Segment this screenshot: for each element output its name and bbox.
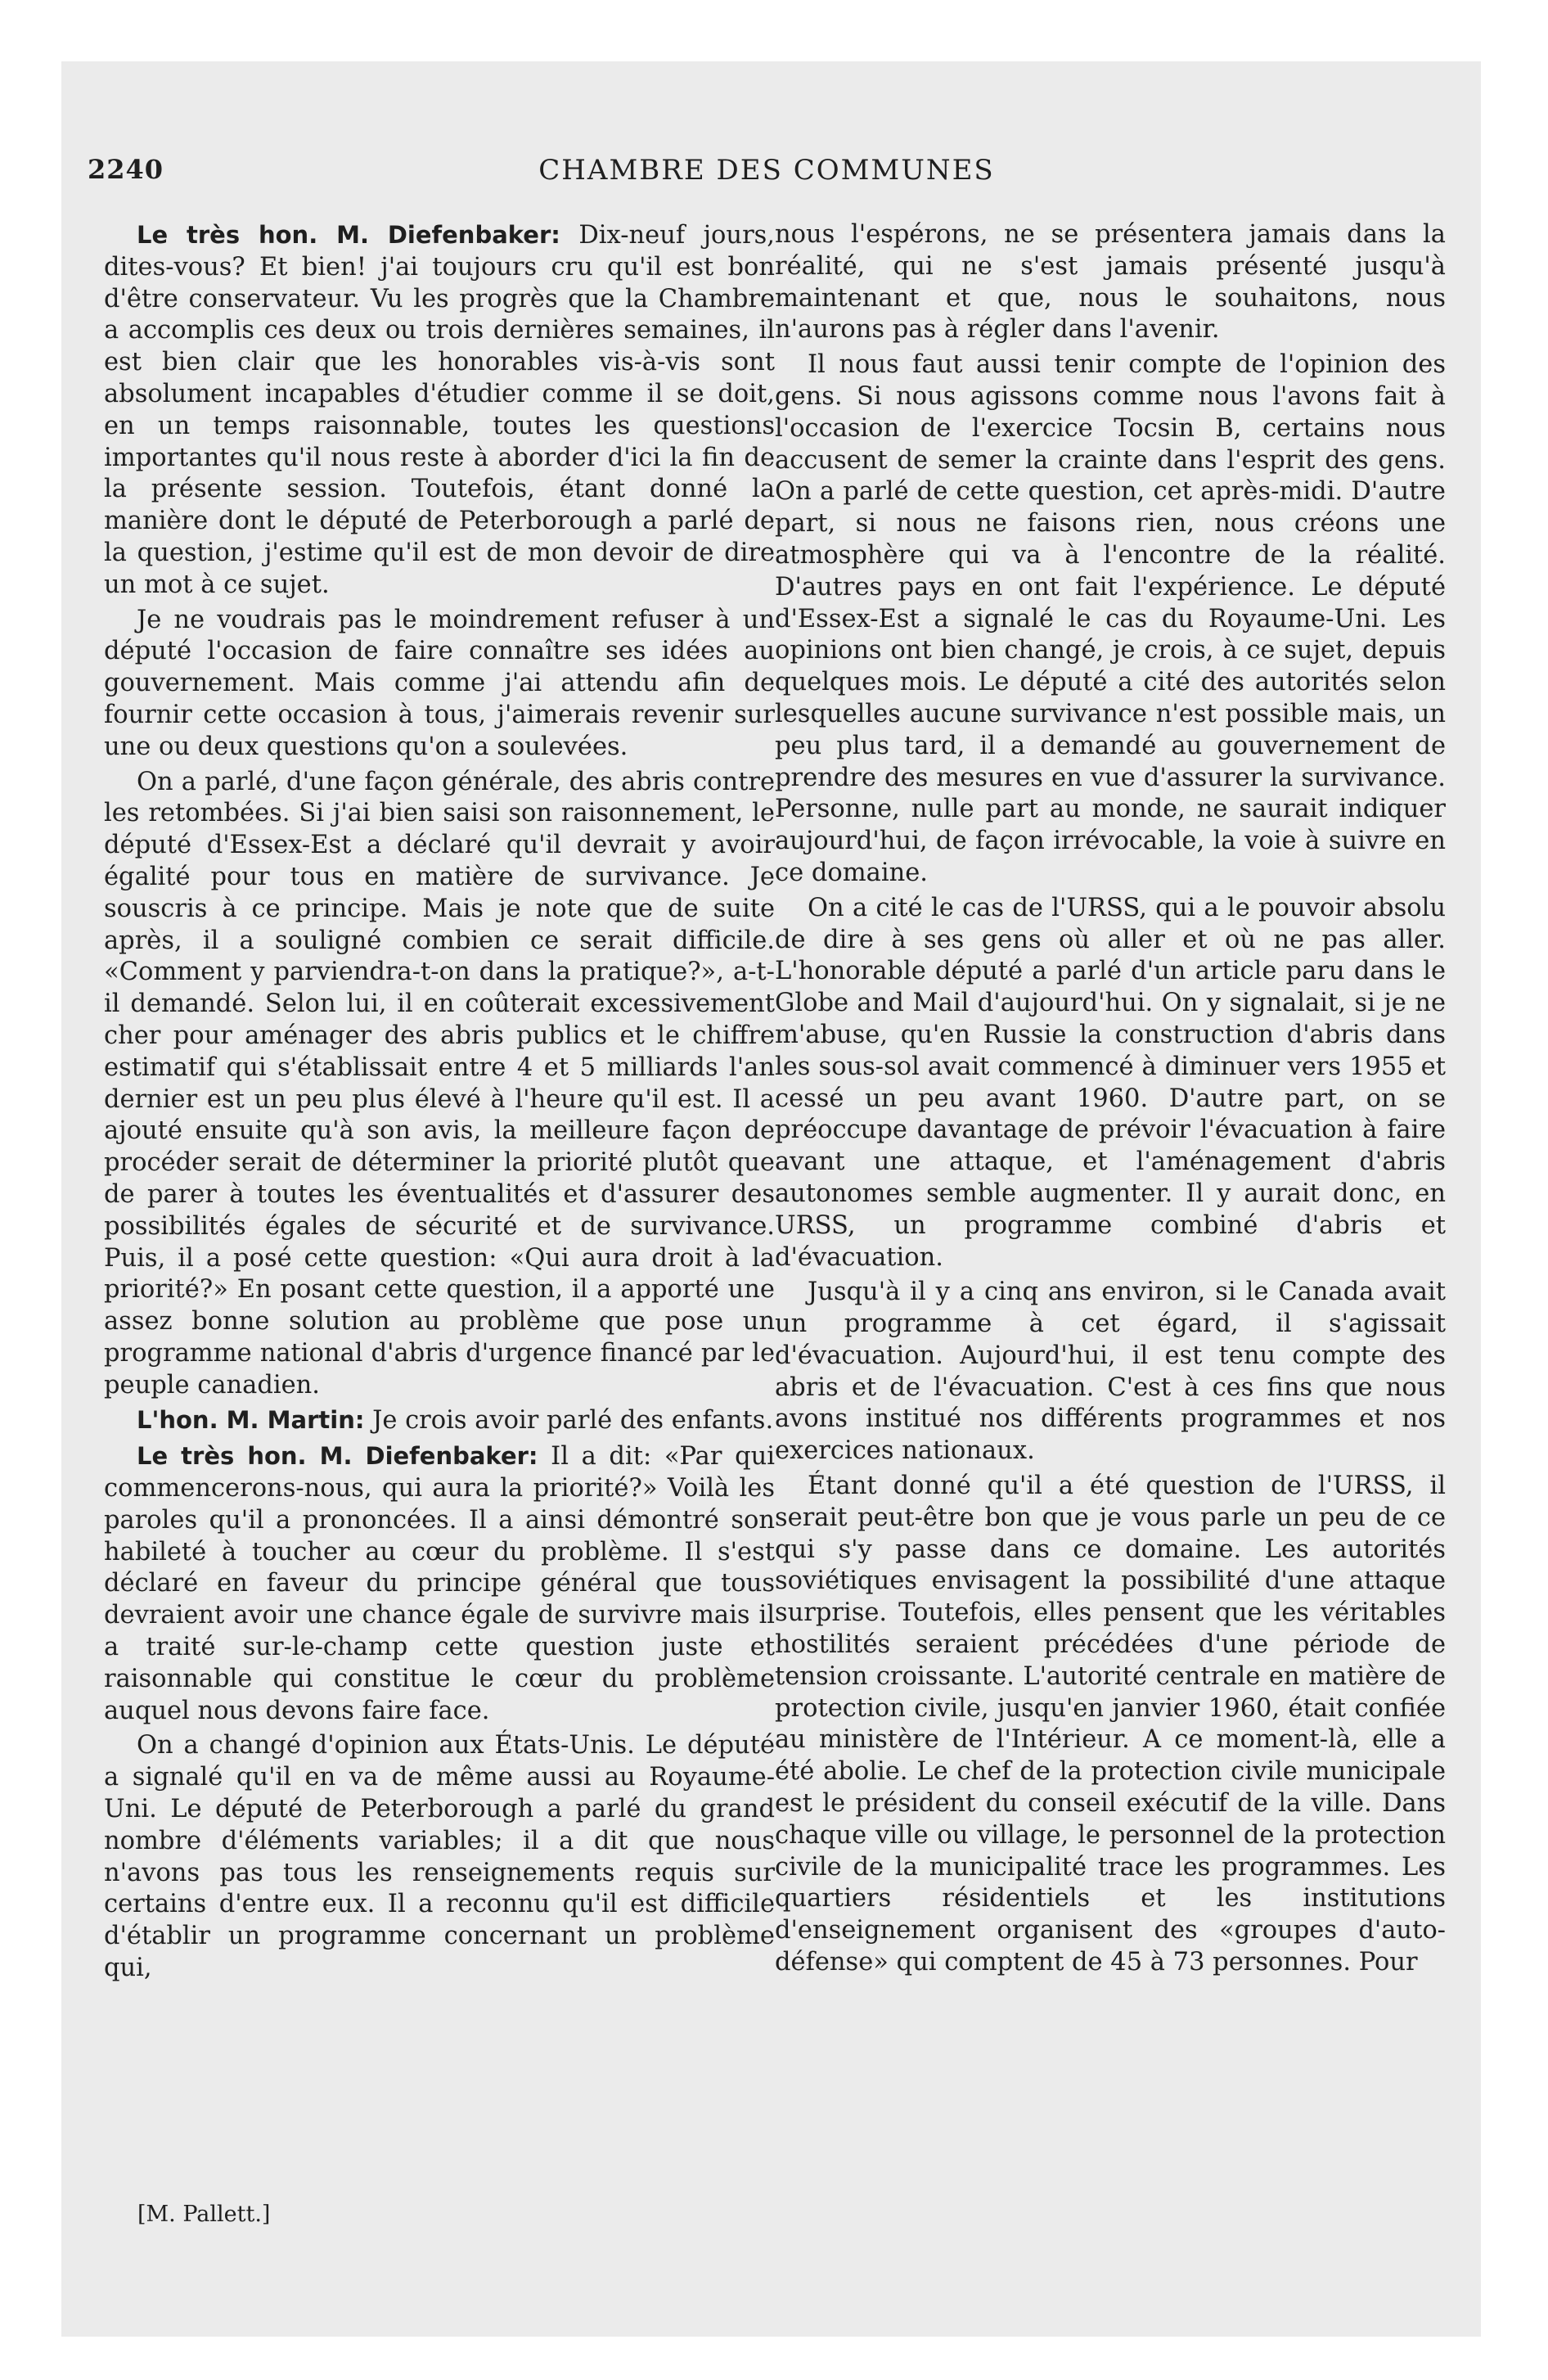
paragraph bbox=[775, 893, 1446, 1274]
paragraph bbox=[104, 1404, 775, 1437]
page-header bbox=[88, 154, 1446, 195]
paragraph-text: Je ne voudrais pas le moindrement refuser à un député l'occasion de faire connaître ses idées au gouvernement. Mais comme j'ai attendu afin de fournir cette occasion à tous, j'aimerais revenir sur une ou deux questions qu'on a soulevées. bbox=[104, 605, 775, 761]
paragraph-text: Il nous faut aussi tenir compte de l'opinion des gens. Si nous agissons comme nous l'avons fait à l'occasion de l'exercice Tocsin B, certains nous accusent de semer la crainte dans l'esprit des gens. On a parlé de cette question, cet après-midi. D'autre part, si nous ne faisons rien, nous créons une atmosphère qui va à l'encontre de la réalité. D'autres pays en ont fait l'expérience. Le député d'Essex-Est a signalé le cas du Royaume-Uni. Les opinions ont bien changé, je crois, à ce sujet, depuis quelques mois. Le député a cité des autorités selon lesquelles aucune survivance n'est possible mais, un peu plus tard, il a demandé au gouvernement de prendre des mesures en vue d'assurer la survivance. Personne, nulle part au monde, ne saurait indiquer aujourd'hui, de façon irrévocable, la voie à suivre en ce domaine. bbox=[775, 350, 1446, 887]
paragraph-text: On a changé d'opinion aux États-Unis. Le député a signalé qu'il en va de même aussi au Royaume-Uni. Le député de Peterborough a parlé du grand nombre d'éléments variables; il a dit que nous n'avons pas tous les renseignements requis sur certains d'entre eux. Il a reconnu qu'il est difficile d'établir un programme concernant un problème qui, bbox=[104, 1731, 775, 1983]
paragraph bbox=[104, 1440, 775, 1727]
paragraph-text: Jusqu'à il y a cinq ans environ, si le Canada avait un programme à cet égard, il s'agissait d'évacuation. Aujourd'hui, il est tenu compte des abris et de l'évacuation. C'est à ces fins que nous avons institué nos différents programmes et nos exercices nationaux. bbox=[775, 1278, 1446, 1466]
right-column bbox=[775, 219, 1446, 1982]
paragraph bbox=[775, 1471, 1446, 1979]
speaker-name: Le très hon. M. Diefenbaker: bbox=[137, 1442, 538, 1471]
paragraph bbox=[104, 1730, 775, 1984]
paragraph bbox=[104, 605, 775, 764]
paragraph bbox=[775, 219, 1446, 346]
page-number: 2240 bbox=[88, 154, 164, 185]
speaker-footnote: [M. Pallett.] bbox=[137, 2202, 271, 2227]
speaker-name: Le très hon. M. Diefenbaker: bbox=[137, 221, 560, 249]
left-column bbox=[104, 219, 775, 1988]
paragraph bbox=[104, 219, 775, 602]
paragraph-text: On a parlé, d'une façon générale, des abris contre les retombées. Si j'ai bien saisi son raisonnement, le député d'Essex-Est a déclaré qu'il devrait y avoir égalité pour tous en matière de survivance. Je souscris à ce principe. Mais je note que de suite après, il a souligné combien ce serait difficile. «Comment y parviendra-t-on dans la pratique?», a-t-il demandé. Selon lui, il en coûterait excessivement cher pour aménager des abris publics et le chiffre estimatif qui s'établissait entre 4 et 5 milliards l'an dernier est un peu plus élevé à l'heure qu'il est. Il a ajouté ensuite qu'à son avis, la meilleure façon de procéder serait de déterminer la priorité plutôt que de parer à toutes les éventualités et d'assurer des possibilités égales de sécurité et de survivance. Puis, il a posé cette question: «Qui aura droit à la priorité?» En posant cette question, il a apporté une assez bonne solution au problème que pose un programme national d'abris d'urgence financé par le peuple canadien. bbox=[104, 767, 775, 1400]
paragraph bbox=[775, 349, 1446, 890]
paragraph-text: Dix-neuf jours, dites-vous? Et bien! j'ai toujours cru qu'il est bon d'être conservateur. Vu les progrès que la Chambre a accomplis ces deux ou trois dernières semaines, il est bien clair que les honorables vis-à-vis sont absolument incapables d'étudier comme il se doit, en un temps raisonnable, toutes les questions importantes qu'il nous reste à aborder d'ici la fin de la présente session. Toutefois, étant donné la manière dont le député de Peterborough a parlé de la question, j'estime qu'il est de mon devoir de dire un mot à ce sujet. bbox=[104, 221, 775, 599]
paragraph bbox=[775, 1277, 1446, 1467]
paragraph-text: nous l'espérons, ne se présentera jamais dans la réalité, qui ne s'est jamais présenté jusqu'à maintenant et que, nous le souhaitons, nous n'aurons pas à régler dans l'avenir. bbox=[775, 220, 1446, 345]
speaker-name: L'hon. M. Martin: bbox=[137, 1406, 365, 1435]
paragraph-text: Étant donné qu'il a été question de l'URSS, il serait peut-être bon que je vous parle un peu de ce qui s'y passe dans ce domaine. Les autorités soviétiques envisagent la possibilité d'une attaque surprise. Toutefois, elles pensent que les véritables hostilités seraient précédées d'une période de tension croissante. L'autorité centrale en matière de protection civile, jusqu'en janvier 1960, était confiée au ministère de l'Intérieur. A ce moment-là, elle a été abolie. Le chef de la protection civile municipale est le président du conseil exécutif de la ville. Dans chaque ville ou village, le personnel de la protection civile de la municipalité trace les programmes. Les quartiers résidentiels et les institutions d'enseignement organisent des «groupes d'auto-défense» qui comptent de 45 à 73 personnes. Pour bbox=[775, 1472, 1446, 1977]
paragraph bbox=[104, 767, 775, 1402]
paragraph-text: Je crois avoir parlé des enfants. bbox=[364, 1406, 774, 1436]
paragraph-text: Il a dit: «Par qui commencerons-nous, qui aura la priorité?» Voilà les paroles qu'il a prononcées. Il a ainsi démontré son habileté à toucher au cœur du problème. Il s'est déclaré en faveur du principe général que tous devraient avoir une chance égale de survivre mais il a traité sur-le-champ cette question juste et raisonnable qui constitue le cœur du problème auquel nous devons faire face. bbox=[104, 1442, 775, 1725]
running-title: CHAMBRE DES COMMUNES bbox=[538, 154, 995, 187]
paragraph-text: On a cité le cas de l'URSS, qui a le pouvoir absolu de dire à ses gens où aller et où ne pas aller. L'honorable député a parlé d'un article paru dans le Globe and Mail d'aujourd'hui. On y signalait, si je ne m'abuse, qu'en Russie la construction d'abris dans les sous-sol avait commencé à diminuer vers 1955 et cessé un peu avant 1960. D'autre part, on se préoccupe davantage de prévoir l'évacuation à faire avant une attaque, et l'aménagement d'abris autonomes semble augmenter. Il y aurait donc, en URSS, un programme combiné d'abris et d'évacuation. bbox=[775, 893, 1446, 1272]
